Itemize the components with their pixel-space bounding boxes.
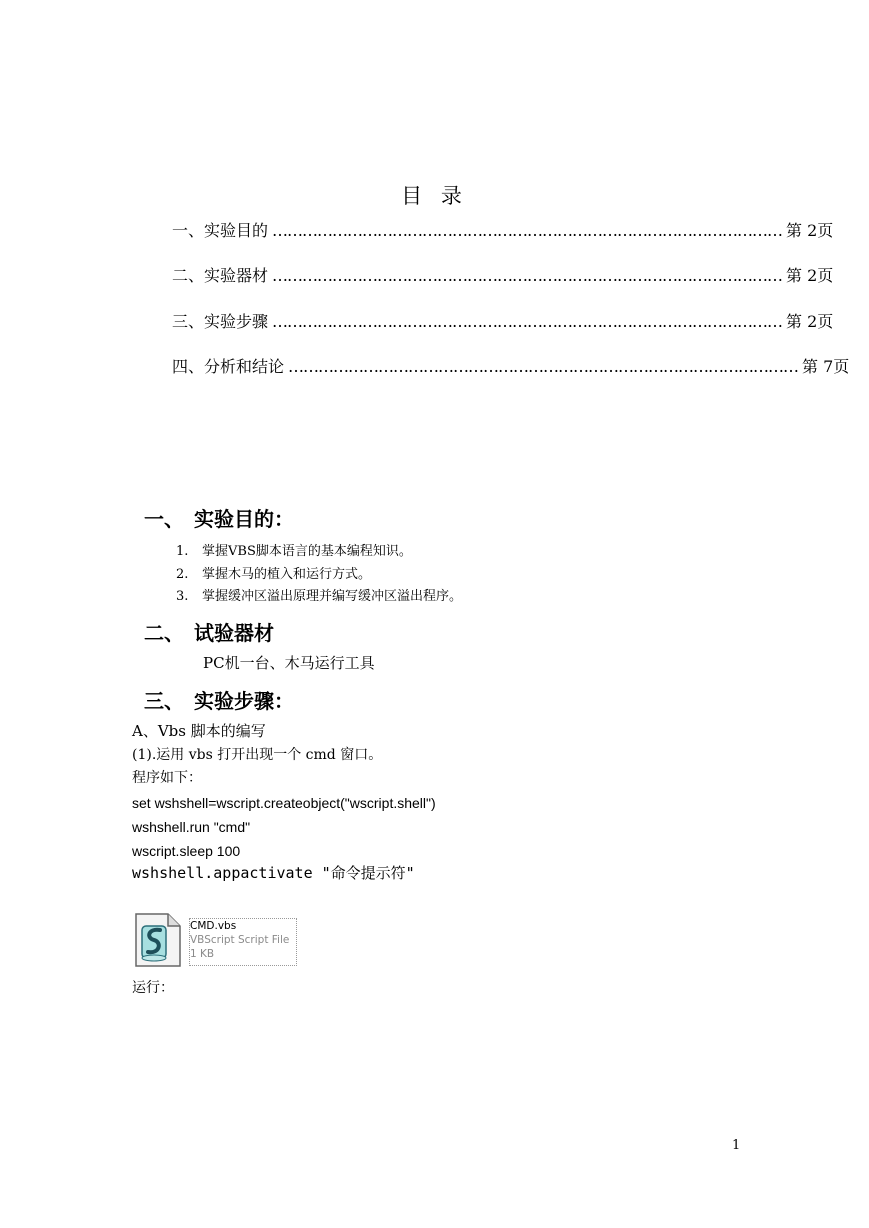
toc-entry-label: 二、实验器材 — [172, 266, 269, 285]
list-item — [176, 563, 371, 582]
page-number: 1 — [732, 1138, 741, 1153]
vbs-script-file-icon — [134, 912, 182, 968]
list-number: 2. — [176, 567, 189, 582]
subsection-title: A、Vbs 脚本的编写 — [132, 722, 266, 740]
step-text: (1).运用 vbs 打开出现一个 cmd 窗口。 — [132, 747, 383, 763]
list-item — [176, 540, 412, 559]
section-heading — [144, 685, 294, 714]
file-thumbnail[interactable] — [134, 912, 296, 968]
section-title: 实验目的： — [194, 507, 294, 531]
toc-entry-page: 第 7页 — [802, 357, 850, 376]
toc-entry[interactable] — [172, 309, 834, 333]
section-title: 实验步骤： — [194, 689, 294, 713]
code-line: set wshshell=wscript.createobject("wscript.shell") — [132, 795, 436, 811]
section-heading — [144, 503, 294, 532]
list-text: 掌握缓冲区溢出原理并编写缓冲区溢出程序。 — [202, 589, 463, 604]
list-text: 掌握木马的植入和运行方式。 — [202, 567, 372, 582]
toc-entry-page: 第 2页 — [786, 312, 834, 331]
section-number: 一、 — [144, 507, 184, 531]
toc-entry[interactable] — [172, 263, 834, 287]
list-number: 3. — [176, 589, 189, 604]
toc-entry-page: 第 2页 — [786, 266, 834, 285]
code-line: wshshell.appactivate "命令提示符" — [132, 864, 415, 882]
run-label: 运行： — [132, 980, 174, 996]
section-number: 三、 — [144, 689, 184, 713]
section-number: 二、 — [144, 621, 184, 645]
toc-entry-label: 三、实验步骤 — [172, 312, 269, 331]
code-line: wscript.sleep 100 — [132, 843, 241, 859]
section-heading — [144, 617, 274, 646]
toc-entry[interactable] — [172, 354, 850, 378]
toc-leader: ………………………………………………………………………………………… — [272, 221, 783, 240]
list-number: 1. — [176, 544, 189, 559]
file-size: 1 KB — [190, 948, 215, 960]
toc-leader: ………………………………………………………………………………………… — [272, 266, 783, 285]
toc-entry-label: 四、分析和结论 — [172, 357, 285, 376]
list-item — [176, 585, 462, 604]
code-line: wshshell.run "cmd" — [132, 819, 251, 835]
file-name: CMD.vbs — [190, 920, 237, 932]
toc-leader: ………………………………………………………………………………………… — [272, 312, 783, 331]
file-info — [189, 918, 297, 966]
list-text: 掌握VBS脚本语言的基本编程知识。 — [202, 544, 412, 559]
toc-entry[interactable] — [172, 218, 834, 242]
section-title: 试验器材 — [194, 621, 274, 645]
program-intro: 程序如下： — [132, 770, 202, 786]
file-type: VBScript Script File — [190, 934, 290, 946]
toc-entry-page: 第 2页 — [786, 221, 834, 240]
toc-leader: ………………………………………………………………………………………… — [288, 357, 799, 376]
equipment-text: PC机一台、木马运行工具 — [203, 654, 375, 672]
toc-entry-label: 一、实验目的 — [172, 221, 269, 240]
toc-title: 目 录 — [401, 184, 468, 208]
